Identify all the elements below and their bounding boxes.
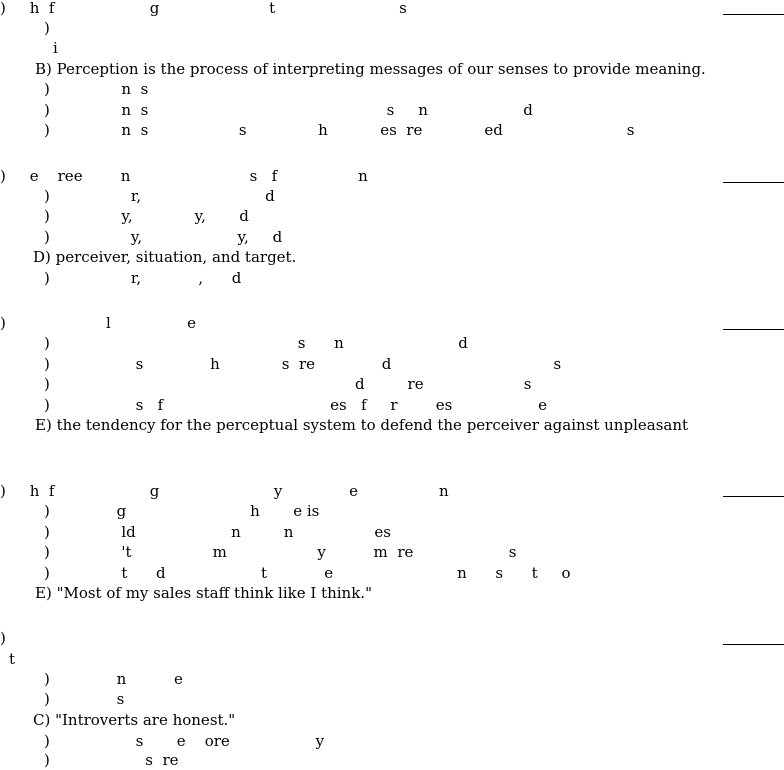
question-2-option-5: ) r, , d [44,269,242,287]
question-1-stem-line-1: ) h f g t s [0,0,407,17]
question-5-answer-blank[interactable] [723,644,784,645]
question-4-option-4: ) t d t e n s t o [44,564,571,582]
question-5-option-1: ) n e [44,670,183,688]
question-5-option-3: C) "Introverts are honest." [33,711,236,729]
question-4-answer-blank[interactable] [723,496,784,497]
question-4-option-3: ) 't m y m re s [44,543,517,561]
question-5-option-4: ) s e ore y [44,732,325,750]
question-1-option-3: ) n s s n d [44,101,533,119]
question-3-option-4: ) s f es f r es e [44,396,547,414]
question-5-stem-line-2: t [9,650,16,668]
question-2-option-3: ) y, y, d [44,228,283,246]
question-3-option-1: ) s n d [44,334,468,352]
question-3-stem-line-1: ) l e [0,314,196,332]
question-1-stem-line-2: ) [44,19,50,37]
question-2-option-2: ) y, y, d [44,207,249,225]
question-3-option-3: ) d re s [44,375,532,393]
question-5-option-2: ) s [44,690,125,708]
question-2-option-1: ) r, d [44,187,275,205]
question-3-option-2: ) s h s re d s [44,355,562,373]
question-4-option-5: E) "Most of my sales staff think like I think." [35,584,372,602]
question-3-answer-blank[interactable] [723,329,784,330]
question-2-stem-line-1: ) e ree n s f n [0,167,368,185]
question-4-option-2: ) ld n n es [44,523,391,541]
question-1-option-2: ) n s [44,80,149,98]
question-1-stem-line-3: i [53,39,58,57]
question-5-option-5: ) s re [44,751,179,769]
question-1-answer-blank[interactable] [723,14,784,15]
question-1-option-1: B) Perception is the process of interpreting messages of our senses to provide meaning. [35,60,706,78]
question-2-option-4: D) perceiver, situation, and target. [33,248,297,266]
question-5-stem-line-1: ) [0,629,6,647]
question-4-option-1: ) g h e is [44,502,320,520]
question-2-answer-blank[interactable] [723,182,784,183]
question-1-option-4: ) n s s h es re ed s [44,121,635,139]
question-4-stem-line-1: ) h f g y e n [0,482,449,500]
question-3-option-5: E) the tendency for the perceptual system to defend the perceiver against unpleasant [35,416,689,434]
